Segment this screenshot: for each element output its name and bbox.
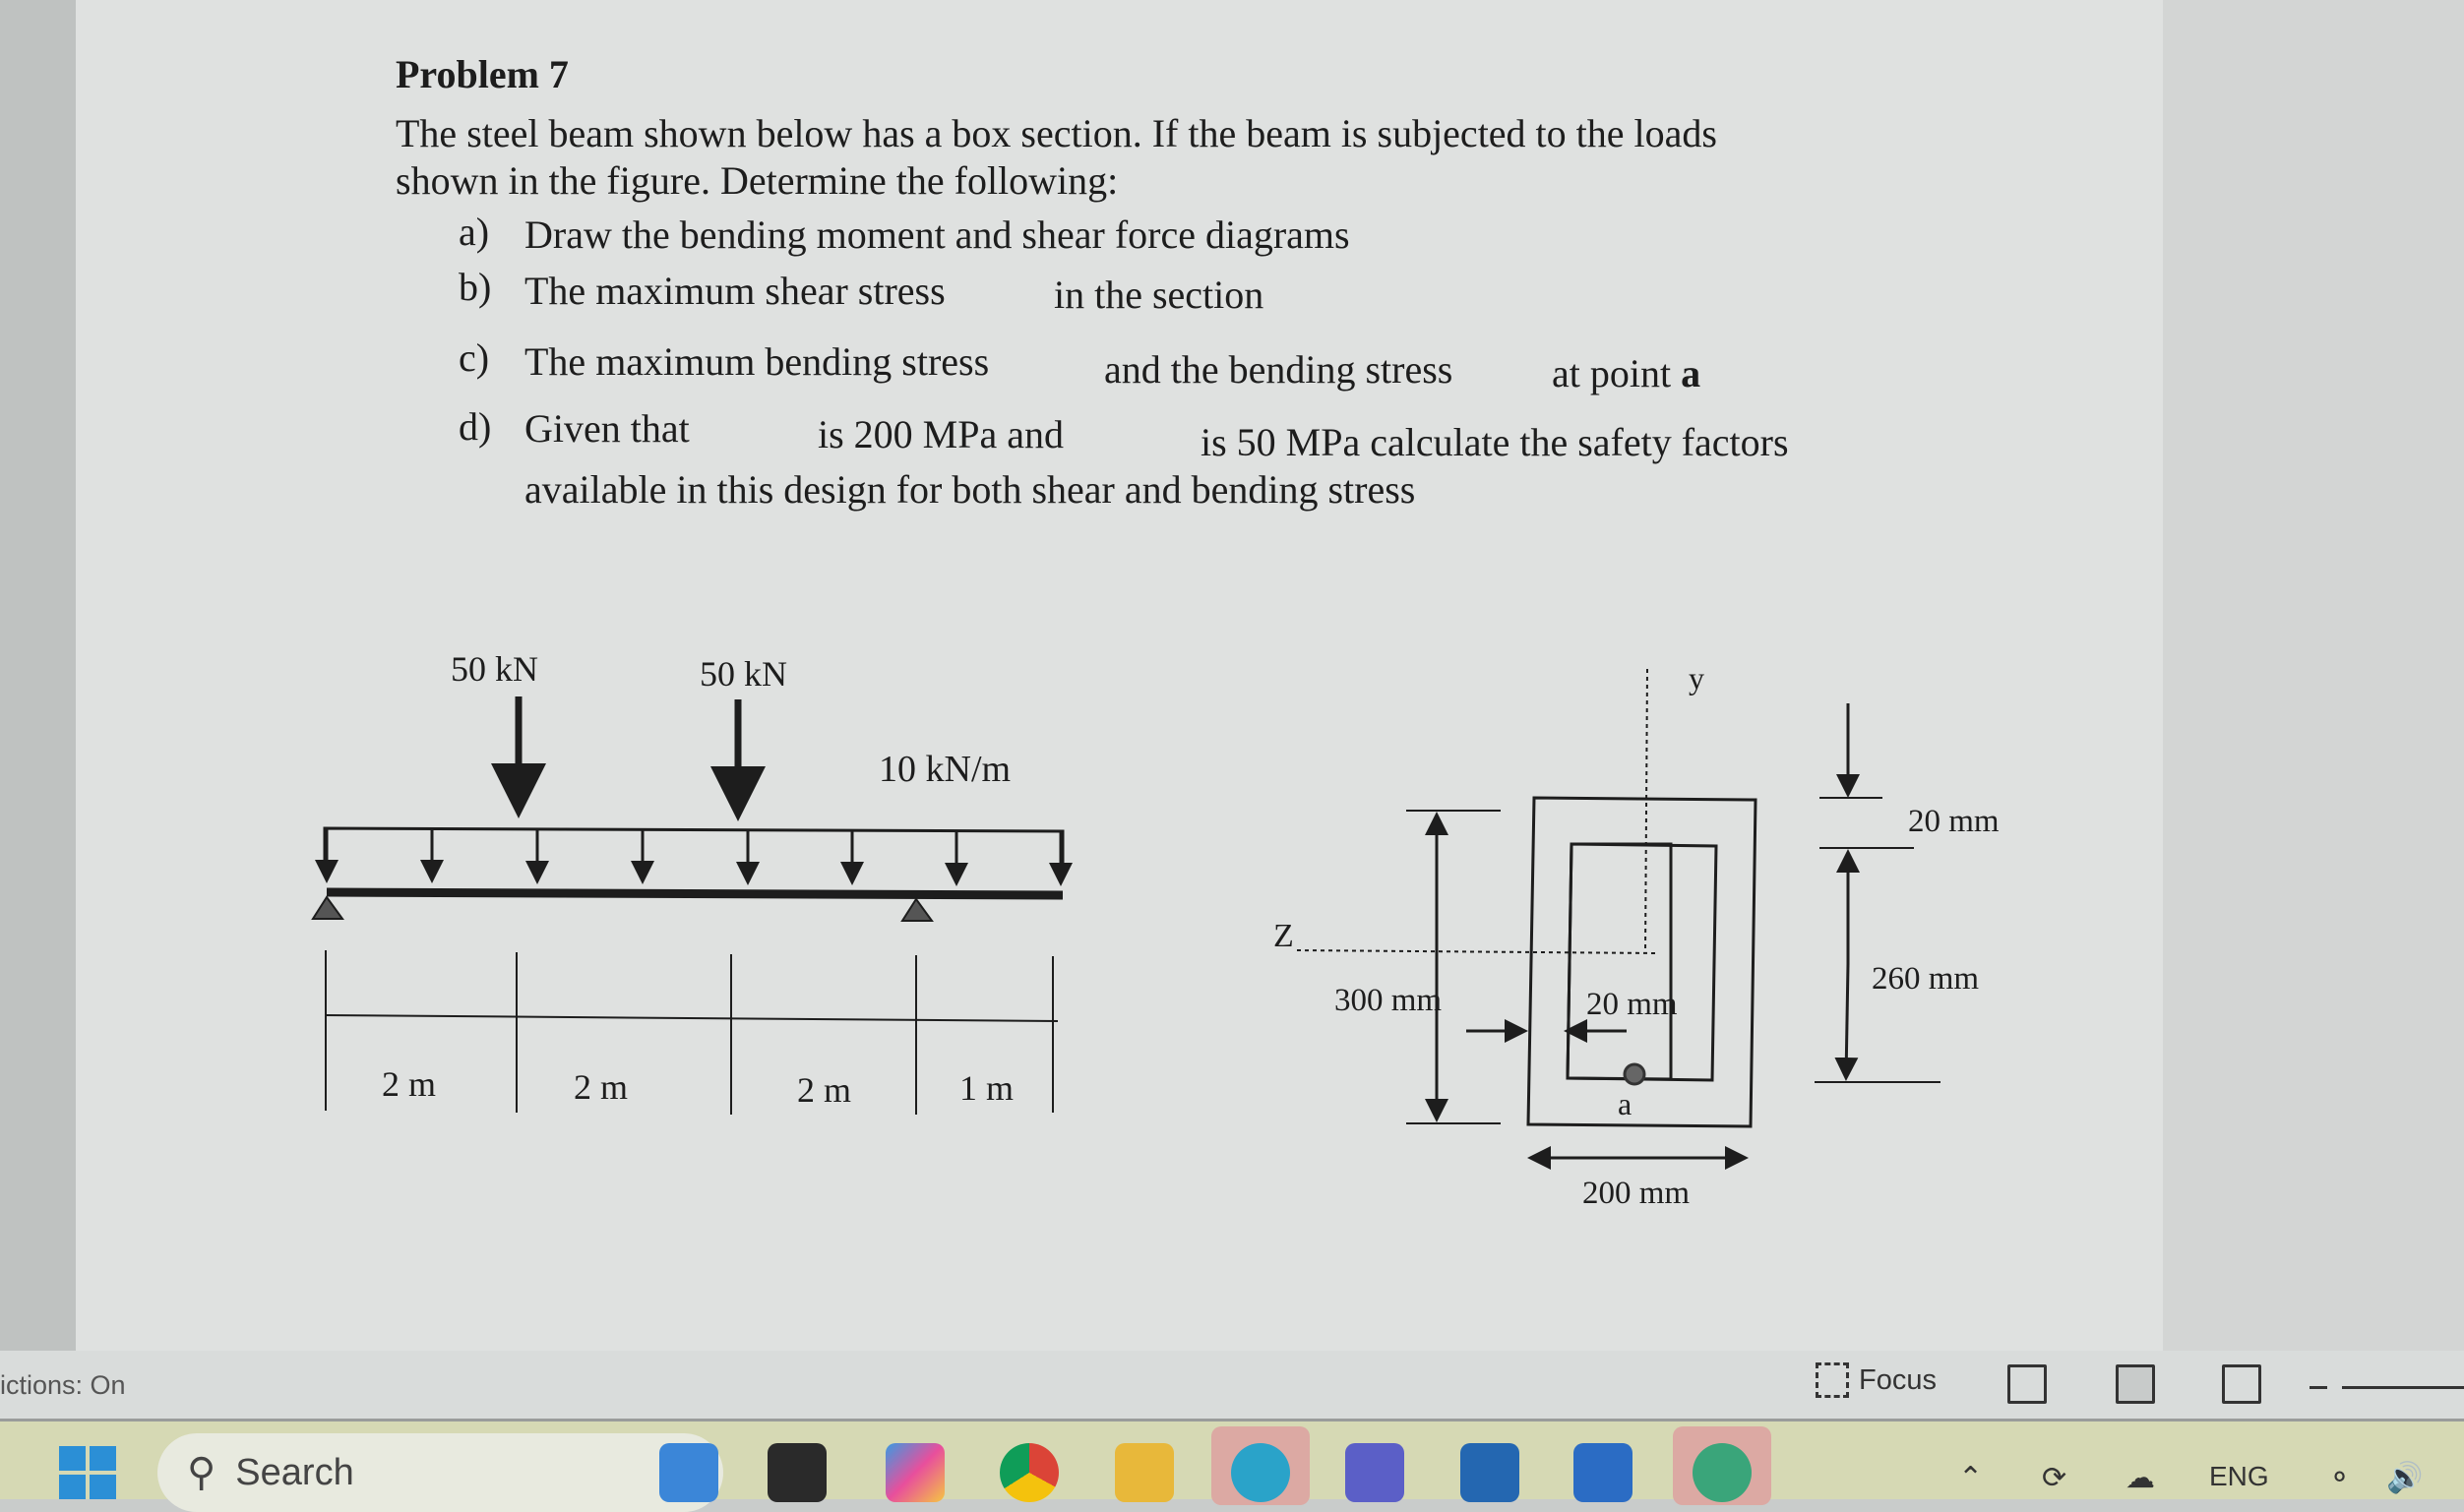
speaker-icon[interactable]: 🔊 [2386, 1462, 2424, 1494]
item-d-text: Given that [524, 406, 690, 451]
inner-height-label: 260 mm [1872, 961, 1980, 997]
beam [327, 892, 1063, 895]
teams-icon[interactable] [1345, 1443, 1404, 1502]
text-predictions-status: ictions: On [0, 1370, 126, 1400]
item-c-text: The maximum bending stress [524, 339, 990, 384]
item-a-text: Draw the bending moment and shear force diagrams [524, 212, 1350, 257]
z-axis-label: Z [1273, 918, 1294, 954]
widgets-icon[interactable] [659, 1443, 718, 1502]
item-c-text2: and the bending stress [1104, 347, 1453, 392]
item-c-point-a: a [1681, 351, 1701, 395]
read-mode-icon[interactable] [2007, 1364, 2047, 1404]
span-label-3: 2 m [797, 1070, 852, 1110]
distributed-load-arrows [327, 828, 1061, 883]
point-a-label: a [1618, 1086, 1632, 1121]
distributed-load-box [325, 828, 1063, 876]
box-section-diagram [1297, 669, 1940, 1158]
store-icon[interactable] [1460, 1443, 1519, 1502]
task-view-icon[interactable] [768, 1443, 827, 1502]
point-a-marker [1625, 1064, 1644, 1084]
upload-app-icon[interactable] [1693, 1443, 1752, 1502]
web-layout-icon[interactable] [2222, 1364, 2261, 1404]
z-axis [1297, 950, 1658, 953]
status-bar [0, 1351, 2464, 1421]
item-b-text: The maximum shear stress [524, 269, 946, 313]
zoom-out-button[interactable] [2310, 1386, 2327, 1389]
item-b-text2: in the section [1054, 272, 1264, 317]
item-d-text3: is 50 MPa calculate the safety factors [1201, 420, 1789, 464]
chevron-up-icon[interactable]: ⌃ [1958, 1462, 1984, 1494]
distributed-load-label: 10 kN/m [879, 749, 1012, 790]
item-d-label: d) [459, 404, 492, 449]
item-b-label: b) [459, 265, 492, 309]
inner-box [1568, 844, 1716, 1080]
problem-title: Problem 7 [396, 52, 569, 96]
focus-icon [1816, 1362, 1849, 1398]
span-label-2: 2 m [574, 1067, 629, 1107]
zoom-slider[interactable] [2342, 1386, 2464, 1389]
load-label-1: 50 kN [451, 649, 538, 689]
y-axis [1645, 669, 1647, 953]
wall-label: 20 mm [1586, 987, 1678, 1022]
focus-button[interactable] [1816, 1362, 1937, 1398]
word-icon[interactable] [1573, 1443, 1632, 1502]
flange-label: 20 mm [1908, 804, 2000, 839]
chrome-icon[interactable] [1000, 1443, 1059, 1502]
item-c-label: c) [459, 335, 490, 380]
intro-line-2: shown in the figure. Determine the following: [396, 158, 1119, 203]
cloud-icon[interactable]: ☁ [2125, 1462, 2155, 1494]
windows-start-icon[interactable] [59, 1446, 116, 1499]
height-label: 300 mm [1334, 983, 1443, 1018]
intro-line-1: The steel beam shown below has a box section. If the beam is subjected to the loads [396, 111, 1717, 155]
file-explorer-icon[interactable] [1115, 1443, 1174, 1502]
item-a-label: a) [459, 210, 490, 254]
search-icon: ⚲ [187, 1451, 216, 1494]
taskbar [0, 1421, 2464, 1499]
y-axis-label: y [1689, 660, 1704, 696]
span-label-4: 1 m [959, 1068, 1015, 1108]
span-label-1: 2 m [382, 1064, 437, 1104]
search-placeholder: Search [235, 1451, 354, 1493]
support-right [902, 899, 932, 921]
print-layout-icon[interactable] [2116, 1364, 2155, 1404]
support-left [313, 897, 342, 919]
wifi-icon[interactable]: ⚬ [2327, 1462, 2353, 1494]
item-d-text2: is 200 MPa and [818, 412, 1064, 456]
edge-icon[interactable] [1231, 1443, 1290, 1502]
item-d-line2: available in this design for both shear and bending stress [524, 467, 1416, 512]
taskbar-search[interactable] [157, 1433, 723, 1512]
sync-icon[interactable]: ⟳ [2042, 1462, 2067, 1494]
width-label: 200 mm [1582, 1176, 1691, 1211]
item-c-at-point: at point [1552, 351, 1672, 395]
inner-box-left [1568, 844, 1671, 1079]
load-label-2: 50 kN [700, 654, 787, 694]
language-indicator[interactable]: ENG [2209, 1461, 2269, 1491]
inner-height-arrow-down [1846, 964, 1848, 1078]
copilot-icon[interactable] [886, 1443, 945, 1502]
focus-label: Focus [1859, 1363, 1937, 1396]
